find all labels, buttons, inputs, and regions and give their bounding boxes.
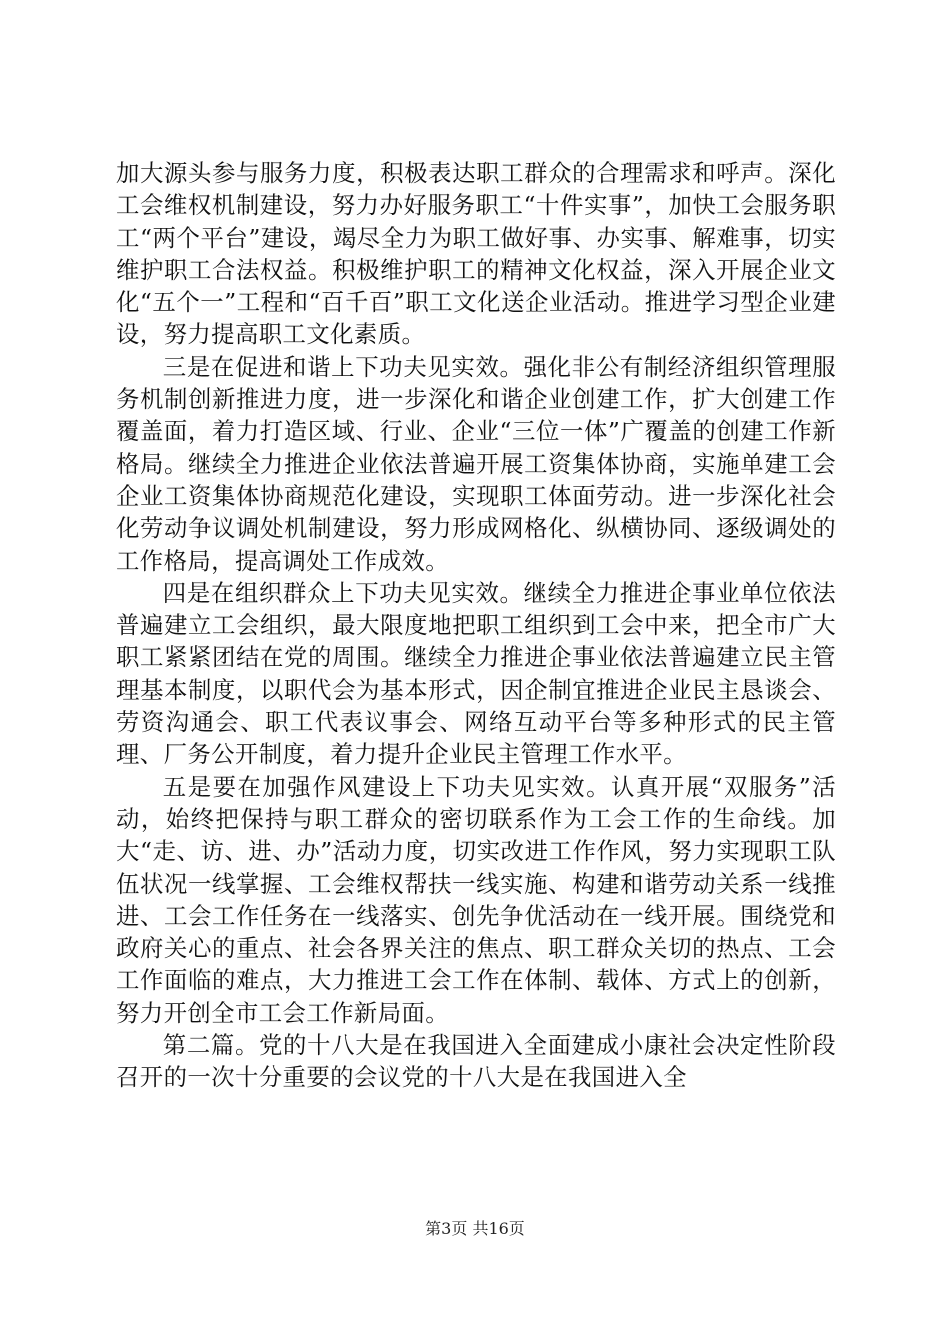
paragraph: 三是在促进和谐上下功夫见实效。强化非公有制经济组织管理服务机制创新推进力度，进一步深化和谐企业创建工作，扩大创建工作覆盖面，着力打造区域、行业、企业“三位一体”广覆盖的创建工作新格局。继续全力推进企业依法普遍开展工资集体协商，实施单建工会企业工资集体协商规范化建设，实现职工体面劳动。进一步深化社会化劳动争议调处机制建设，努力形成网格化、纵横协同、逐级调处的工作格局，提高调处工作成效。: [116, 352, 836, 575]
paragraph: 五是要在加强作风建设上下功夫见实效。认真开展“双服务”活动，始终把保持与职工群众的密切联系作为工会工作的生命线。加大“走、访、进、办”活动力度，切实改进工作作风，努力实现职工队伍状况一线掌握、工会维权帮扶一线实施、构建和谐劳动关系一线推进、工会工作任务在一线落实、创先争优活动在一线开展。围绕党和政府关心的重点、社会各界关注的焦点、职工群众关切的热点、工会工作面临的难点，大力推进工会工作在体制、载体、方式上的创新，努力开创全市工会工作新局面。: [116, 772, 836, 1027]
paragraph: 第二篇。党的十八大是在我国进入全面建成小康社会决定性阶段召开的一次十分重要的会议党的十八大是在我国进入全: [116, 1031, 836, 1092]
page-footer: [0, 1216, 950, 1239]
paragraph: 四是在组织群众上下功夫见实效。继续全力推进企事业单位依法普遍建立工会组织，最大限度地把职工组织到工会中来，把全市广大职工紧紧团结在党的周围。继续全力推进企事业依法普遍建立民主管理基本制度，以职代会为基本形式，因企制宜推进企业民主恳谈会、劳资沟通会、职工代表议事会、网络互动平台等多种形式的民主管理、厂务公开制度，着力提升企业民主管理工作水平。: [116, 578, 836, 769]
body-text: [116, 157, 836, 1094]
paragraph: 加大源头参与服务力度，积极表达职工群众的合理需求和呼声。深化工会维权机制建设，努力办好服务职工“十件实事”，加快工会服务职工“两个平台”建设，竭尽全力为职工做好事、办实事、解难事，切实维护职工合法权益。积极维护职工的精神文化权益，深入开展企业文化“五个一”工程和“百千百”职工文化送企业活动。推进学习型企业建设，努力提高职工文化素质。: [116, 159, 836, 349]
page-number: 第3页 共16页: [425, 1219, 525, 1238]
